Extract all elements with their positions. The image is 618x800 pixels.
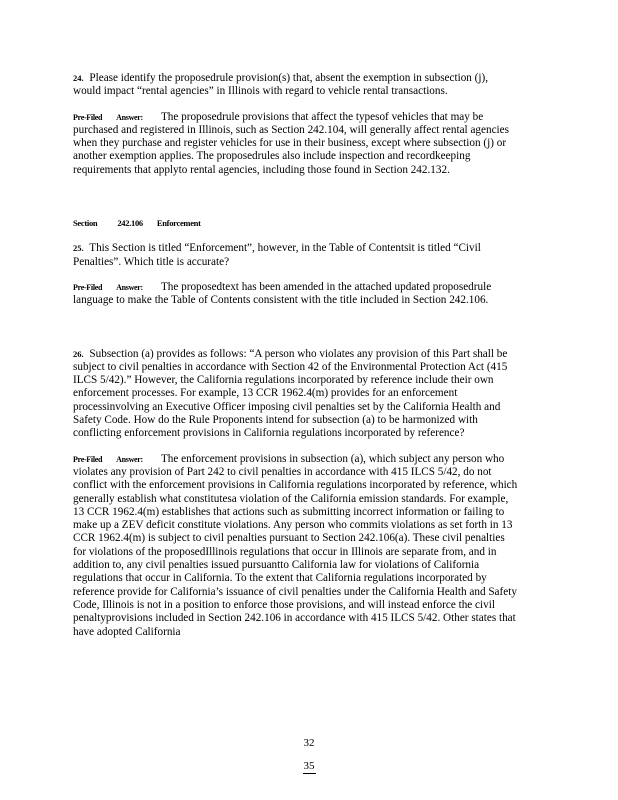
answer-text: The proposedrule provisions that affect the typesof vehicles that may be purchased and registered in Illinois, such as Section 242.104, will generally affect rental agencies when they purchase and register vehicles for use in their business, except where subsection (j) or another exemption applies. The proposedrules also include inspection and recordkeeping requirements that applyto rental agencies, including those found in Section 242.132. <box>73 110 509 176</box>
section-title: Enforcement <box>156 218 201 229</box>
answer-label: Answer: <box>116 454 143 464</box>
exhibit-page-number <box>0 760 618 772</box>
question-number: 26. <box>73 348 84 359</box>
section-heading <box>73 217 518 230</box>
question-24 <box>73 72 518 99</box>
answer-25 <box>73 281 518 308</box>
answer-text: The enforcement provisions in subsection (a), which subject any person who violates any provision of Part 242 to civil penalties in accordance with 415 ILCS 5/42, do not conflict with the enforcement provisions in California regulations incorporated by reference, which generally establish what constitutesa violation of the California emission standards. For example, 13 CCR 1962.4(m) establishes that actions such as submitting incorrect information or failing to make up a ZEV deficit constitute violations. Any person who commits violations as set forth in 13 CCR 1962.4(m) is subject to civil penalties pursuant to Section 242.106(a). These civil penalties for violations of the proposedIllinois regulations that occur in Illinois are separate from, and in addition to, any civil penalties issued pursuantto California law for violations of California regulations that occur in California. To the extent that California regulations incorporated by reference provide for California’s issuance of civil penalties under the California Health and Safety Code, Illinois is not in a position to enforce those provisions, and will instead enforce the civil penaltyprovisions included in Section 242.106 in accordance with 415 ILCS 5/42. Other states that have adopted California <box>73 452 518 638</box>
question-text: Subsection (a) provides as follows: “A person who violates any provision of this Part shall be subject to civil penalties in accordance with Section 42 of the Environmental Protection Act (415 ILCS 5/42).” However, the California regulations incorporated by reference include their own enforcement processes. For example, 13 CCR 1962.4(m) provides for an enforcement processinvolving an Executive Officer imposing civil penalties set by the California Health and Safety Code. How do the Rule Proponents intend for subsection (a) to be harmonized with conflicting enforcement provisions in California regulations incorporated by reference? <box>73 347 508 440</box>
prefiled-label: Pre-Filed <box>73 112 103 122</box>
prefiled-label: Pre-Filed <box>73 454 103 464</box>
section-number: 242.106 <box>117 218 143 229</box>
question-number: 24. <box>73 73 84 83</box>
question-26 <box>73 348 518 441</box>
question-text: Please identify the proposedrule provision(s) that, absent the exemption in subsection (j), would impact “rental agencies” in Illinois with regard to vehicle rental transactions. <box>73 72 489 98</box>
exhibit-page-number-text: 35 <box>303 760 315 772</box>
prefiled-label: Pre-Filed <box>73 282 103 292</box>
document-body <box>73 72 518 639</box>
question-text: This Section is titled “Enforcement”, however, in the Table of Contentsit is titled “Civil Penalties”. Which title is accurate? <box>73 242 481 268</box>
answer-26 <box>73 453 518 639</box>
page-number: 32 <box>303 737 315 749</box>
question-number: 25. <box>73 243 84 254</box>
answer-label: Answer: <box>116 112 143 122</box>
answer-text: The proposedtext has been amended in the attached updated proposedrule language to make the Table of Contents consistent with the title included in Section 242.106. <box>73 280 492 307</box>
section-label: Section <box>73 218 98 229</box>
answer-label: Answer: <box>116 282 143 292</box>
question-25 <box>73 242 518 269</box>
answer-24 <box>73 111 518 177</box>
